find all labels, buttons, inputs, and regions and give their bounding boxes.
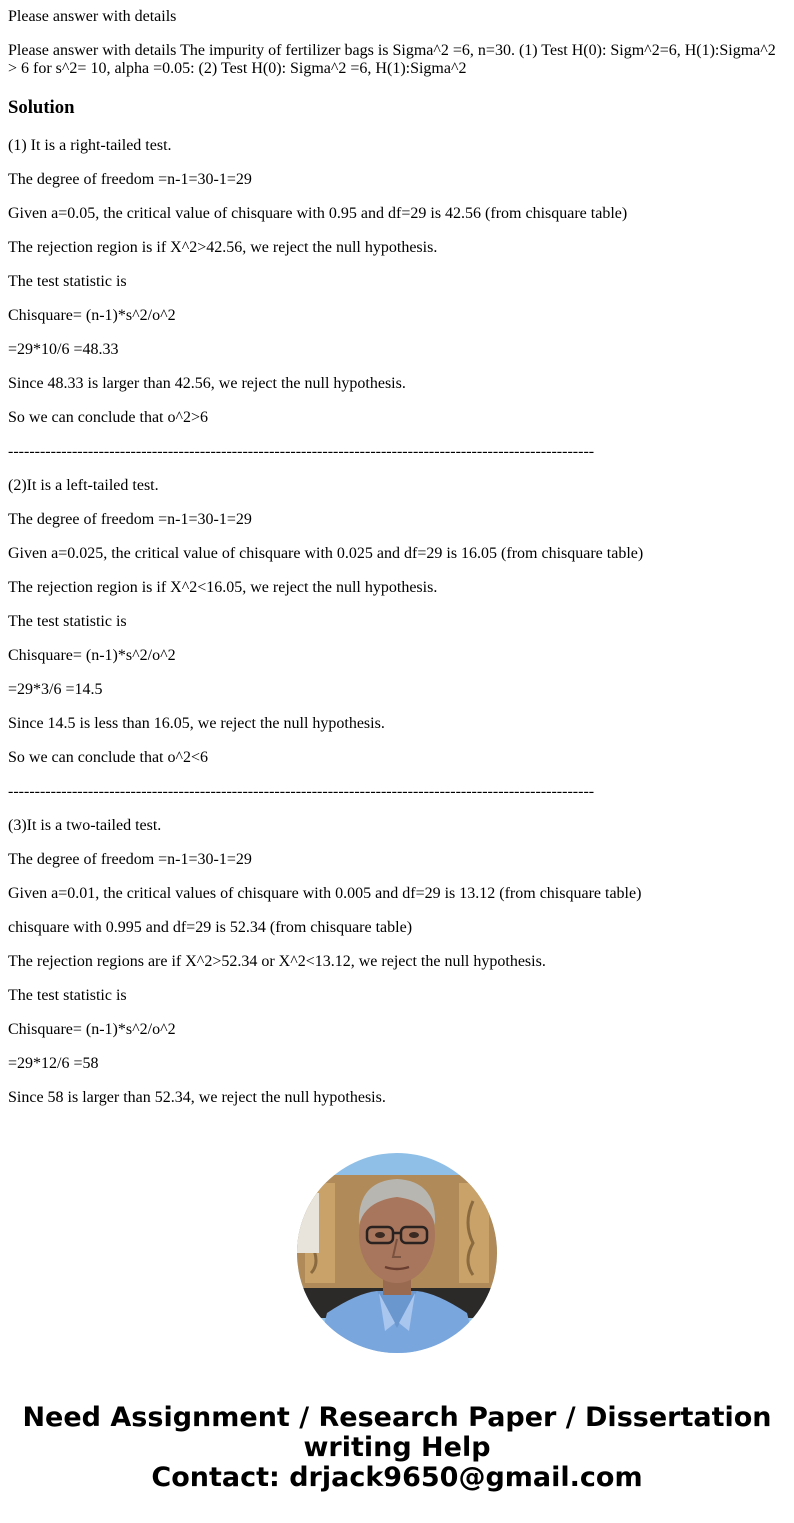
solution-line: The test statistic is	[8, 273, 127, 290]
solution-line: Given a=0.01, the critical values of chisquare with 0.005 and df=29 is 13.12 (from chisquare table)	[8, 885, 642, 902]
solution-line: So we can conclude that o^2>6	[8, 409, 209, 426]
solution-line: The rejection region is if X^2<16.05, we reject the null hypothesis.	[8, 579, 438, 596]
solution-line: The rejection region is if X^2>42.56, we reject the null hypothesis.	[8, 239, 438, 256]
solution-line: The rejection regions are if X^2>52.34 or X^2<13.12, we reject the null hypothesis.	[8, 953, 546, 970]
solution-line: =29*3/6 =14.5	[8, 681, 103, 698]
person-photo-icon	[297, 1153, 497, 1353]
solution-line: The degree of freedom =n-1=30-1=29	[8, 851, 252, 868]
author-avatar	[297, 1153, 497, 1353]
solution-heading: Solution	[8, 97, 75, 118]
solution-line: Given a=0.025, the critical value of chisquare with 0.025 and df=29 is 16.05 (from chisquare table)	[8, 545, 644, 562]
section-divider: --------------------------------------------------------------------------------------------------------------	[8, 783, 595, 800]
promo-banner	[0, 1403, 794, 1493]
solution-line: chisquare with 0.995 and df=29 is 52.34 (from chisquare table)	[8, 919, 413, 936]
solution-line: =29*12/6 =58	[8, 1055, 99, 1072]
solution-line: The test statistic is	[8, 613, 127, 630]
solution-line: Chisquare= (n-1)*s^2/o^2	[8, 307, 176, 324]
question-body: Please answer with details The impurity of fertilizer bags is Sigma^2 =6, n=30. (1) Test H(0): Sigm^2=6, H(1):Sigma^2 > 6 for s^2= 10, alpha =0.05: (2) Test H(0): Sigma^2 =6, H(1):Sigma^2	[8, 42, 776, 77]
promo-contact: Contact: drjack9650@gmail.com	[151, 1462, 643, 1493]
solution-line: Chisquare= (n-1)*s^2/o^2	[8, 647, 176, 664]
solution-line: The degree of freedom =n-1=30-1=29	[8, 511, 252, 528]
promo-line: Need Assignment / Research Paper / Dissertation	[22, 1402, 772, 1433]
solution-line: Since 58 is larger than 52.34, we reject the null hypothesis.	[8, 1089, 386, 1106]
solution-body	[8, 137, 786, 1123]
solution-line: =29*10/6 =48.33	[8, 341, 119, 358]
solution-line: (3)It is a two-tailed test.	[8, 817, 162, 834]
solution-line: Since 48.33 is larger than 42.56, we reject the null hypothesis.	[8, 375, 406, 392]
solution-line: So we can conclude that o^2<6	[8, 749, 209, 766]
solution-line: Given a=0.05, the critical value of chisquare with 0.95 and df=29 is 42.56 (from chisquare table)	[8, 205, 628, 222]
question-title: Please answer with details	[8, 8, 177, 25]
solution-line: (1) It is a right-tailed test.	[8, 137, 172, 154]
solution-line: The test statistic is	[8, 987, 127, 1004]
section-divider: --------------------------------------------------------------------------------------------------------------	[8, 443, 595, 460]
solution-line: Since 14.5 is less than 16.05, we reject the null hypothesis.	[8, 715, 385, 732]
solution-line: Chisquare= (n-1)*s^2/o^2	[8, 1021, 176, 1038]
solution-line: (2)It is a left-tailed test.	[8, 477, 159, 494]
promo-line: writing Help	[303, 1432, 491, 1463]
solution-line: The degree of freedom =n-1=30-1=29	[8, 171, 252, 188]
